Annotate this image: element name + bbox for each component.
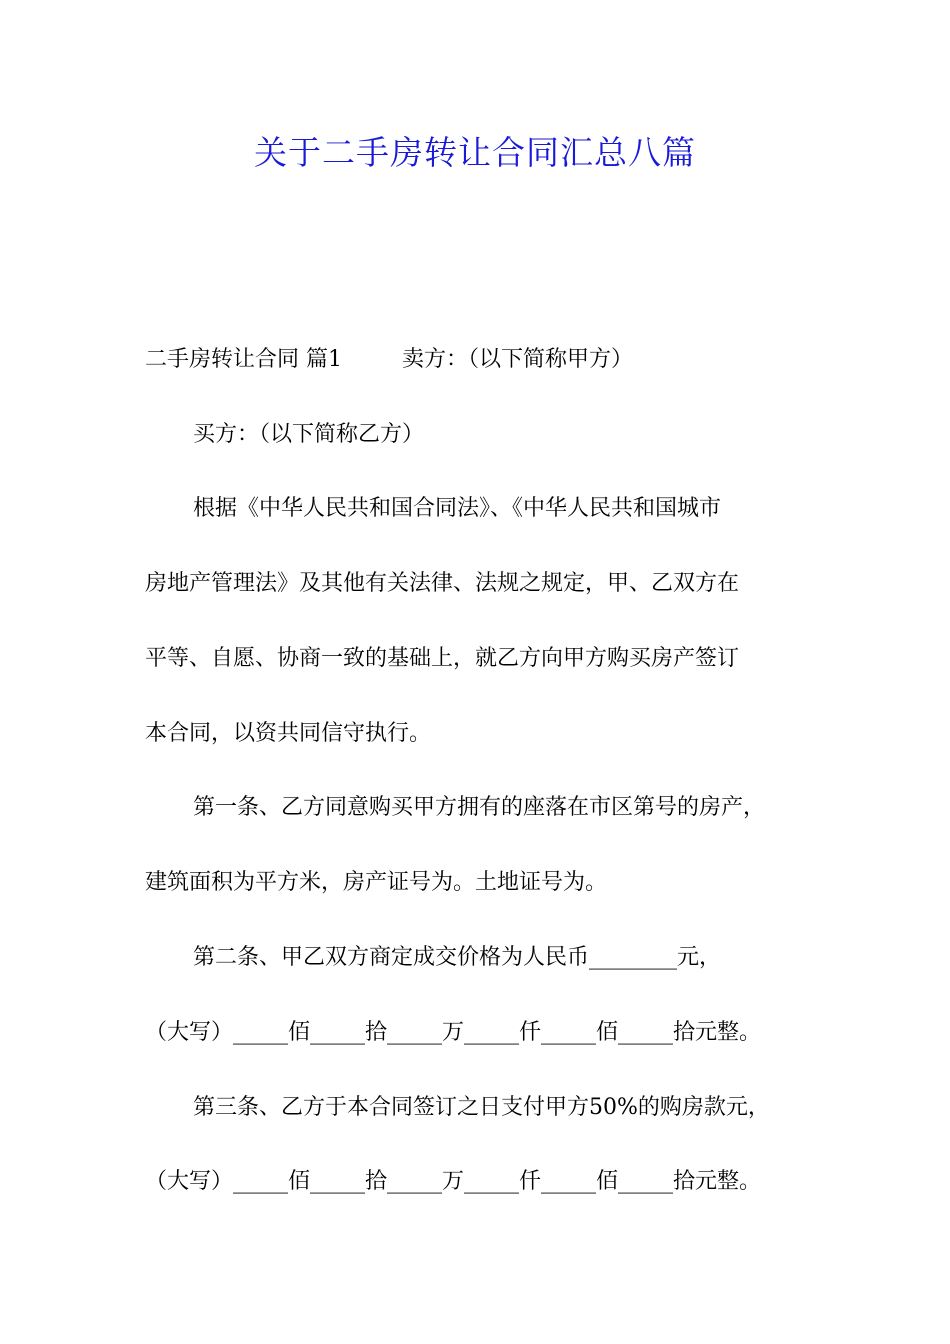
paragraph-line-11: 第三条、乙方于本合同签订之日支付甲方50%的购房款元，: [193, 1095, 770, 1120]
paragraph-line-12: （大写）_____佰_____拾_____万_____仟_____佰_____拾元整。: [145, 1169, 762, 1194]
paragraph-line-4: 房地产管理法》及其他有关法律、法规之规定，甲、乙双方在: [145, 571, 740, 596]
paragraph-line-9: 第二条、甲乙双方商定成交价格为人民币________元，: [193, 945, 722, 970]
paragraph-line-3: 根据《中华人民共和国合同法》、《中华人民共和国城市: [193, 496, 722, 521]
paragraph-line-6: 本合同，以资共同信守执行。: [145, 721, 432, 746]
seller-label: 卖方：（以下简称甲方）: [402, 347, 634, 372]
section-heading: 二手房转让合同 篇1: [145, 347, 342, 372]
document-title: 关于二手房转让合同汇总八篇: [254, 133, 696, 172]
paragraph-line-8: 建筑面积为平方米，房产证号为。土地证号为。: [145, 870, 608, 895]
paragraph-line-1: [145, 345, 633, 375]
paragraph-line-10: （大写）_____佰_____拾_____万_____仟_____佰_____拾元整。: [145, 1020, 762, 1045]
paragraph-line-5: 平等、自愿、协商一致的基础上，就乙方向甲方购买房产签订: [145, 646, 740, 671]
paragraph-line-7: 第一条、乙方同意购买甲方拥有的座落在市区第号的房产，: [193, 795, 766, 820]
paragraph-line-2: 买方：（以下简称乙方）: [193, 422, 425, 447]
